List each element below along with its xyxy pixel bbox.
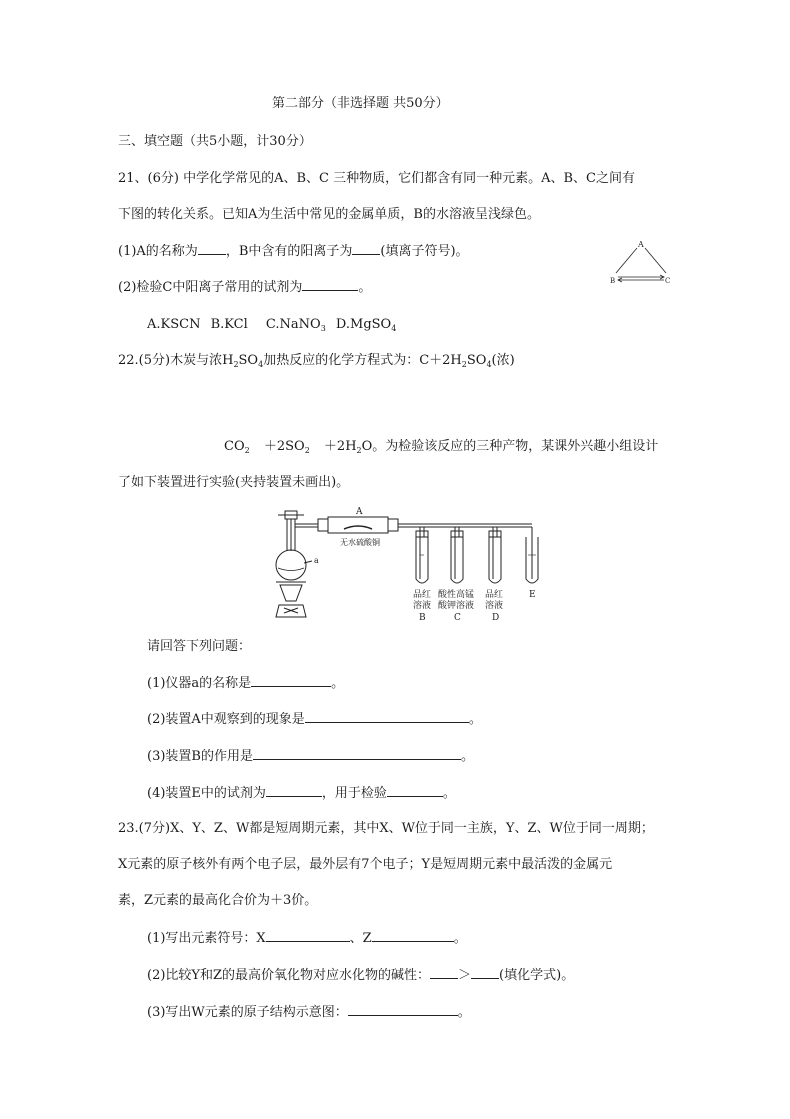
q22-sub4: (4)装置E中的试剂为 ，用于检验 。 <box>147 786 456 801</box>
q23-sub2: (2)比较Y和Z的最高价氧化物对应水化物的碱性： ＞ (填化学式)。 <box>147 968 575 983</box>
option-b: B.KCl <box>210 317 248 332</box>
answer-blank[interactable] <box>266 929 350 942</box>
node-b-label: B <box>610 277 616 285</box>
tube-a-content: 无水硫酸铜 <box>340 538 380 547</box>
arrow-a-b <box>616 248 637 273</box>
q22-intro: 22.(5分)木炭与浓$H_2SO_4$加热反应的化学方程式为：$C+2H_2SO_4$(浓) <box>118 353 515 369</box>
q23-sub3: (3)写出W元素的原子结构示意图： 。 <box>147 1005 471 1020</box>
experiment-apparatus-figure <box>270 505 552 625</box>
d-reagent-1: 品红 <box>485 590 504 600</box>
answer-blank[interactable] <box>387 784 443 797</box>
round-bottom-flask <box>276 550 306 580</box>
test-tube-d <box>489 537 501 583</box>
label-A: A <box>356 507 363 517</box>
q22-ask: 请回答下列问题： <box>147 639 252 654</box>
conversion-triangle-diagram <box>608 238 674 286</box>
answer-blank[interactable] <box>198 242 226 255</box>
arrow-a-c <box>645 248 666 273</box>
q22-sub2: (2)装置A中观察到的现象是 。 <box>147 712 482 727</box>
b-reagent-2: 溶液 <box>413 601 432 611</box>
q22-sub3: (3)装置B的作用是 。 <box>147 749 474 764</box>
answer-blank[interactable] <box>305 710 469 723</box>
label-D: D <box>492 613 500 623</box>
part-title: 第二部分（非选择题 共50分） <box>272 96 449 111</box>
q22-sub1: (1)仪器a的名称是 。 <box>147 676 345 691</box>
option-c: C.NaNO$_3$ <box>265 317 326 333</box>
answer-blank[interactable] <box>348 1003 458 1016</box>
q21-options <box>147 316 396 334</box>
q21-intro-line2: 下图的转化关系。已知A为生活中常见的金属单质，B的水溶液呈浅绿色。 <box>118 207 540 222</box>
section-title: 三、填空题（共5小题，计30分） <box>118 134 312 149</box>
answer-blank[interactable] <box>471 966 499 979</box>
d-reagent-2: 溶液 <box>485 601 504 611</box>
test-tube-c <box>451 537 463 583</box>
answer-blank[interactable] <box>251 674 331 687</box>
q21-part1: (1)A的名称为 ，B中含有的阳离子为 (填离子符号)。 <box>118 244 469 259</box>
q21-part2: (2)检验C中阳离子常用的试剂为 。 <box>118 280 372 295</box>
q21-intro-line1: 21、(6分) 中学化学常见的A、B、C 三种物质，它们都含有同一种元素。A、B、C之间有 <box>118 171 635 186</box>
q23-sub1: (1)写出元素符号：X 、Z 。 <box>147 931 467 946</box>
label-C: C <box>454 613 461 623</box>
q23-line3: 素，Z元素的最高化合价为＋3价。 <box>118 893 318 908</box>
node-a-label: A <box>638 240 644 249</box>
label-E: E <box>529 590 536 600</box>
b-reagent-1: 品红 <box>413 590 432 600</box>
test-tube-b <box>416 537 428 583</box>
q23-line1: 23.(7分)X、Y、Z、W都是短周期元素，其中X、W位于同一主族，Y、Z、W位于同一周期； <box>118 821 654 836</box>
option-a: A.KSCN <box>147 317 201 332</box>
answer-blank[interactable] <box>372 929 454 942</box>
answer-blank[interactable] <box>430 966 458 979</box>
answer-blank[interactable] <box>302 278 358 291</box>
q22-line2: 了如下装置进行实验(夹持装置未画出)。 <box>118 475 350 490</box>
label-B: B <box>419 613 426 623</box>
option-d: D.MgSO$_4$ <box>335 317 397 333</box>
answer-blank[interactable] <box>253 747 461 760</box>
c-reagent-2: 酸钾溶液 <box>438 601 475 611</box>
q22-equation-line: $CO_2 +2SO_2 +2H_2O$。为检验该反应的三种产物，某课外兴趣小组设计 <box>224 439 659 455</box>
c-reagent-1: 酸性高锰 <box>438 590 475 600</box>
drying-tube-a <box>328 517 388 533</box>
node-c-label: C <box>665 277 671 285</box>
answer-blank[interactable] <box>352 242 380 255</box>
answer-blank[interactable] <box>266 784 322 797</box>
label-a: a <box>314 556 319 565</box>
q23-line2: X元素的原子核外有两个电子层，最外层有7个电子；Y是短周期元素中最活泼的金属元 <box>118 857 613 872</box>
